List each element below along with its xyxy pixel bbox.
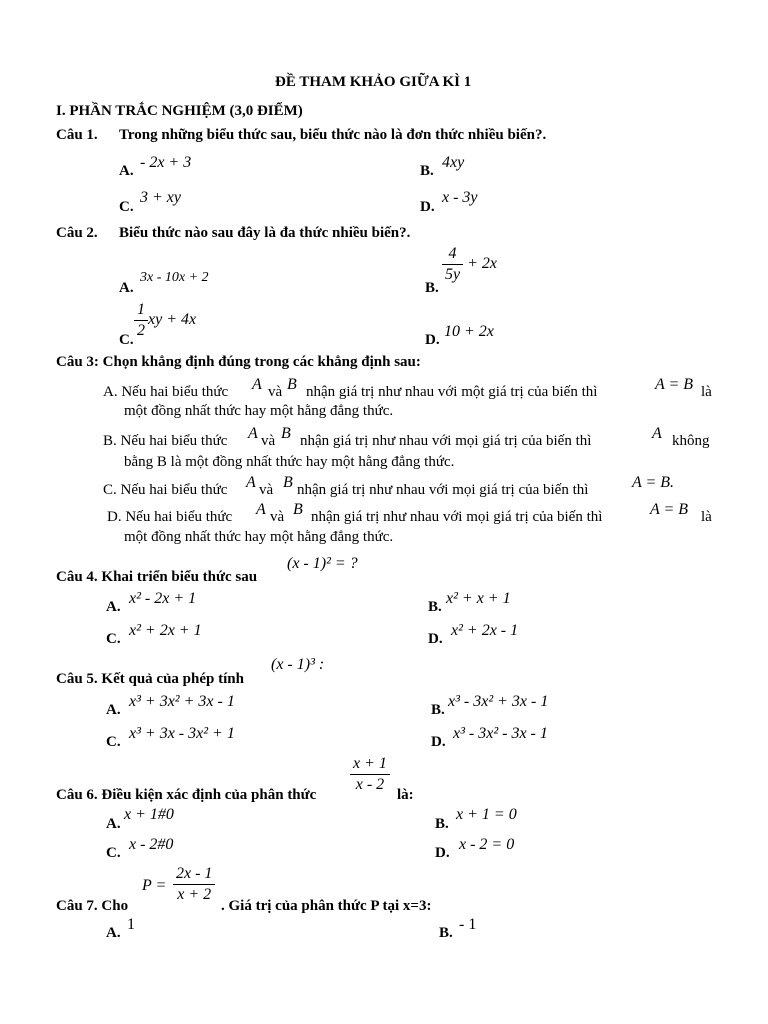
q5-option-a-label: A. [106, 702, 121, 718]
q4-title: Câu 4. Khai triển biểu thức sau [56, 569, 258, 585]
q5-option-b: x³ - 3x² + 3x - 1 [448, 693, 549, 710]
q2-option-b [442, 244, 497, 285]
q6-title: Câu 6. Điều kiện xác định của phân thức [56, 787, 317, 803]
q3-a-text3: một đồng nhất thức hay một hằng đẳng thức. [124, 403, 394, 419]
q3-a-la: là [701, 384, 712, 400]
q7-denominator: x + 2 [177, 886, 212, 903]
q2-c-numerator: 1 [134, 300, 148, 321]
q6-option-d-label: D. [435, 845, 450, 861]
q3-d-var-a: A [256, 501, 266, 518]
q5-option-c: x³ + 3x - 3x² + 1 [129, 725, 235, 742]
q3-d-text3: một đồng nhất thức hay một hằng đẳng thức. [124, 529, 394, 545]
q3-d-var-b: B [293, 501, 303, 518]
q1-option-c-label: C. [119, 199, 134, 215]
q7-fraction [173, 864, 215, 905]
q1-option-b: 4xy [442, 154, 465, 171]
q1-option-d: x - 3y [442, 189, 478, 206]
q2-b-numerator: 4 [442, 244, 463, 265]
q5-expression: (x - 1)³ : [271, 656, 325, 673]
q2-c-denominator: 2 [137, 322, 145, 339]
q6-denominator: x - 2 [355, 776, 385, 793]
q3-c-va: và [259, 482, 274, 498]
q2-option-c-label: C. [119, 332, 134, 348]
q3-c-eq: A = B. [632, 474, 675, 491]
q5-title: Câu 5. Kết quả của phép tính [56, 671, 244, 687]
q3-b-va: và [261, 433, 276, 449]
q5-option-a: x³ + 3x² + 3x - 1 [129, 693, 235, 710]
q2-option-a-label: A. [119, 280, 134, 296]
q6-fraction [350, 754, 390, 795]
q2-text: Biểu thức nào sau đây là đa thức nhiều biến?. [119, 225, 411, 241]
q2-option-a: 3x - 10x + 2 [140, 270, 209, 285]
q2-option-b-label: B. [425, 280, 439, 296]
q4-option-c-label: C. [106, 631, 121, 647]
q1-option-c: 3 + xy [140, 189, 181, 206]
q2-option-c [134, 300, 196, 341]
q3-a-va: và [268, 384, 283, 400]
q4-option-d: x² + 2x - 1 [451, 622, 519, 639]
q4-expression: (x - 1)² = ? [287, 555, 358, 572]
q7-p-label: P = [142, 877, 167, 894]
q4-option-c: x² + 2x + 1 [129, 622, 202, 639]
q2-label: Câu 2. [56, 225, 98, 241]
q7-option-b: - 1 [459, 916, 477, 933]
q3-a-text1: A. Nếu hai biểu thức [103, 384, 229, 400]
q3-b-text3: bằng B là một đồng nhất thức hay một hằng đẳng thức. [124, 454, 455, 470]
q6-option-a: x + 1#0 [124, 806, 174, 823]
q2-c-tail: xy + 4x [148, 311, 197, 329]
q6-tail: là: [397, 787, 414, 803]
q2-option-d: 10 + 2x [444, 323, 494, 340]
q2-b-denominator: 5y [445, 266, 461, 283]
q3-a-eq: A = B [655, 376, 694, 393]
q3-b-text1: B. Nếu hai biểu thức [103, 433, 228, 449]
section-heading: I. PHẦN TRẮC NGHIỆM (3,0 ĐIỂM) [56, 103, 303, 119]
q3-d-va: và [270, 509, 285, 525]
q4-option-a: x² - 2x + 1 [129, 590, 197, 607]
q3-d-eq: A = B [650, 501, 689, 518]
q3-b-var-a2: A [652, 425, 662, 442]
q1-option-a: - 2x + 3 [140, 154, 192, 171]
q6-option-c-label: C. [106, 845, 121, 861]
q3-d-la: là [701, 509, 712, 525]
q1-option-b-label: B. [420, 163, 434, 179]
q5-option-b-label: B. [431, 702, 445, 718]
q3-c-text2: nhận giá trị như nhau với mọi giá trị của biến thì [297, 482, 589, 498]
q3-a-var-b: B [287, 376, 297, 393]
q2-b-tail: + 2x [467, 255, 498, 273]
q1-option-d-label: D. [420, 199, 435, 215]
q3-b-text2: nhận giá trị như nhau với mọi giá trị của biến thì [300, 433, 592, 449]
q1-text: Trong những biểu thức sau, biểu thức nào là đơn thức nhiều biến?. [119, 127, 547, 143]
q7-option-a: 1 [127, 916, 135, 933]
q3-a-text2: nhận giá trị như nhau với một giá trị của biến thì [306, 384, 598, 400]
q6-option-c: x - 2#0 [129, 836, 174, 853]
q5-option-c-label: C. [106, 734, 121, 750]
q6-numerator: x + 1 [350, 754, 390, 775]
q7-numerator: 2x - 1 [173, 864, 215, 885]
q5-option-d-label: D. [431, 734, 446, 750]
q4-option-b: x² + x + 1 [446, 590, 511, 607]
q3-a-var-a: A [252, 376, 262, 393]
q4-option-b-label: B. [428, 599, 442, 615]
q7-option-b-label: B. [439, 925, 453, 941]
q7-option-a-label: A. [106, 925, 121, 941]
q3-b-khong: không [672, 433, 710, 449]
q1-option-a-label: A. [119, 163, 134, 179]
q1-label: Câu 1. [56, 127, 98, 143]
q3-b-var-a: A [248, 425, 258, 442]
q6-option-b-label: B. [435, 816, 449, 832]
q6-option-a-label: A. [106, 816, 121, 832]
q3-c-text1: C. Nếu hai biểu thức [103, 482, 228, 498]
q3-d-text1: D. Nếu hai biểu thức [107, 509, 233, 525]
page-title: ĐỀ THAM KHẢO GIỮA KÌ 1 [275, 74, 472, 90]
q6-option-b: x + 1 = 0 [456, 806, 517, 823]
q2-option-d-label: D. [425, 332, 440, 348]
q3-c-var-a: A [246, 474, 256, 491]
q3-title: Câu 3: Chọn khẳng định đúng trong các khẳng định sau: [56, 354, 421, 370]
q4-option-d-label: D. [428, 631, 443, 647]
q3-d-text2: nhận giá trị như nhau với mọi giá trị của biến thì [311, 509, 603, 525]
q4-option-a-label: A. [106, 599, 121, 615]
q7-label: Câu 7. Cho [56, 898, 129, 914]
q7-tail: . Giá trị của phân thức P tại x=3: [221, 898, 432, 914]
q6-option-d: x - 2 = 0 [459, 836, 515, 853]
q3-b-var-b: B [281, 425, 291, 442]
q3-c-var-b: B [283, 474, 293, 491]
q5-option-d: x³ - 3x² - 3x - 1 [453, 725, 548, 742]
